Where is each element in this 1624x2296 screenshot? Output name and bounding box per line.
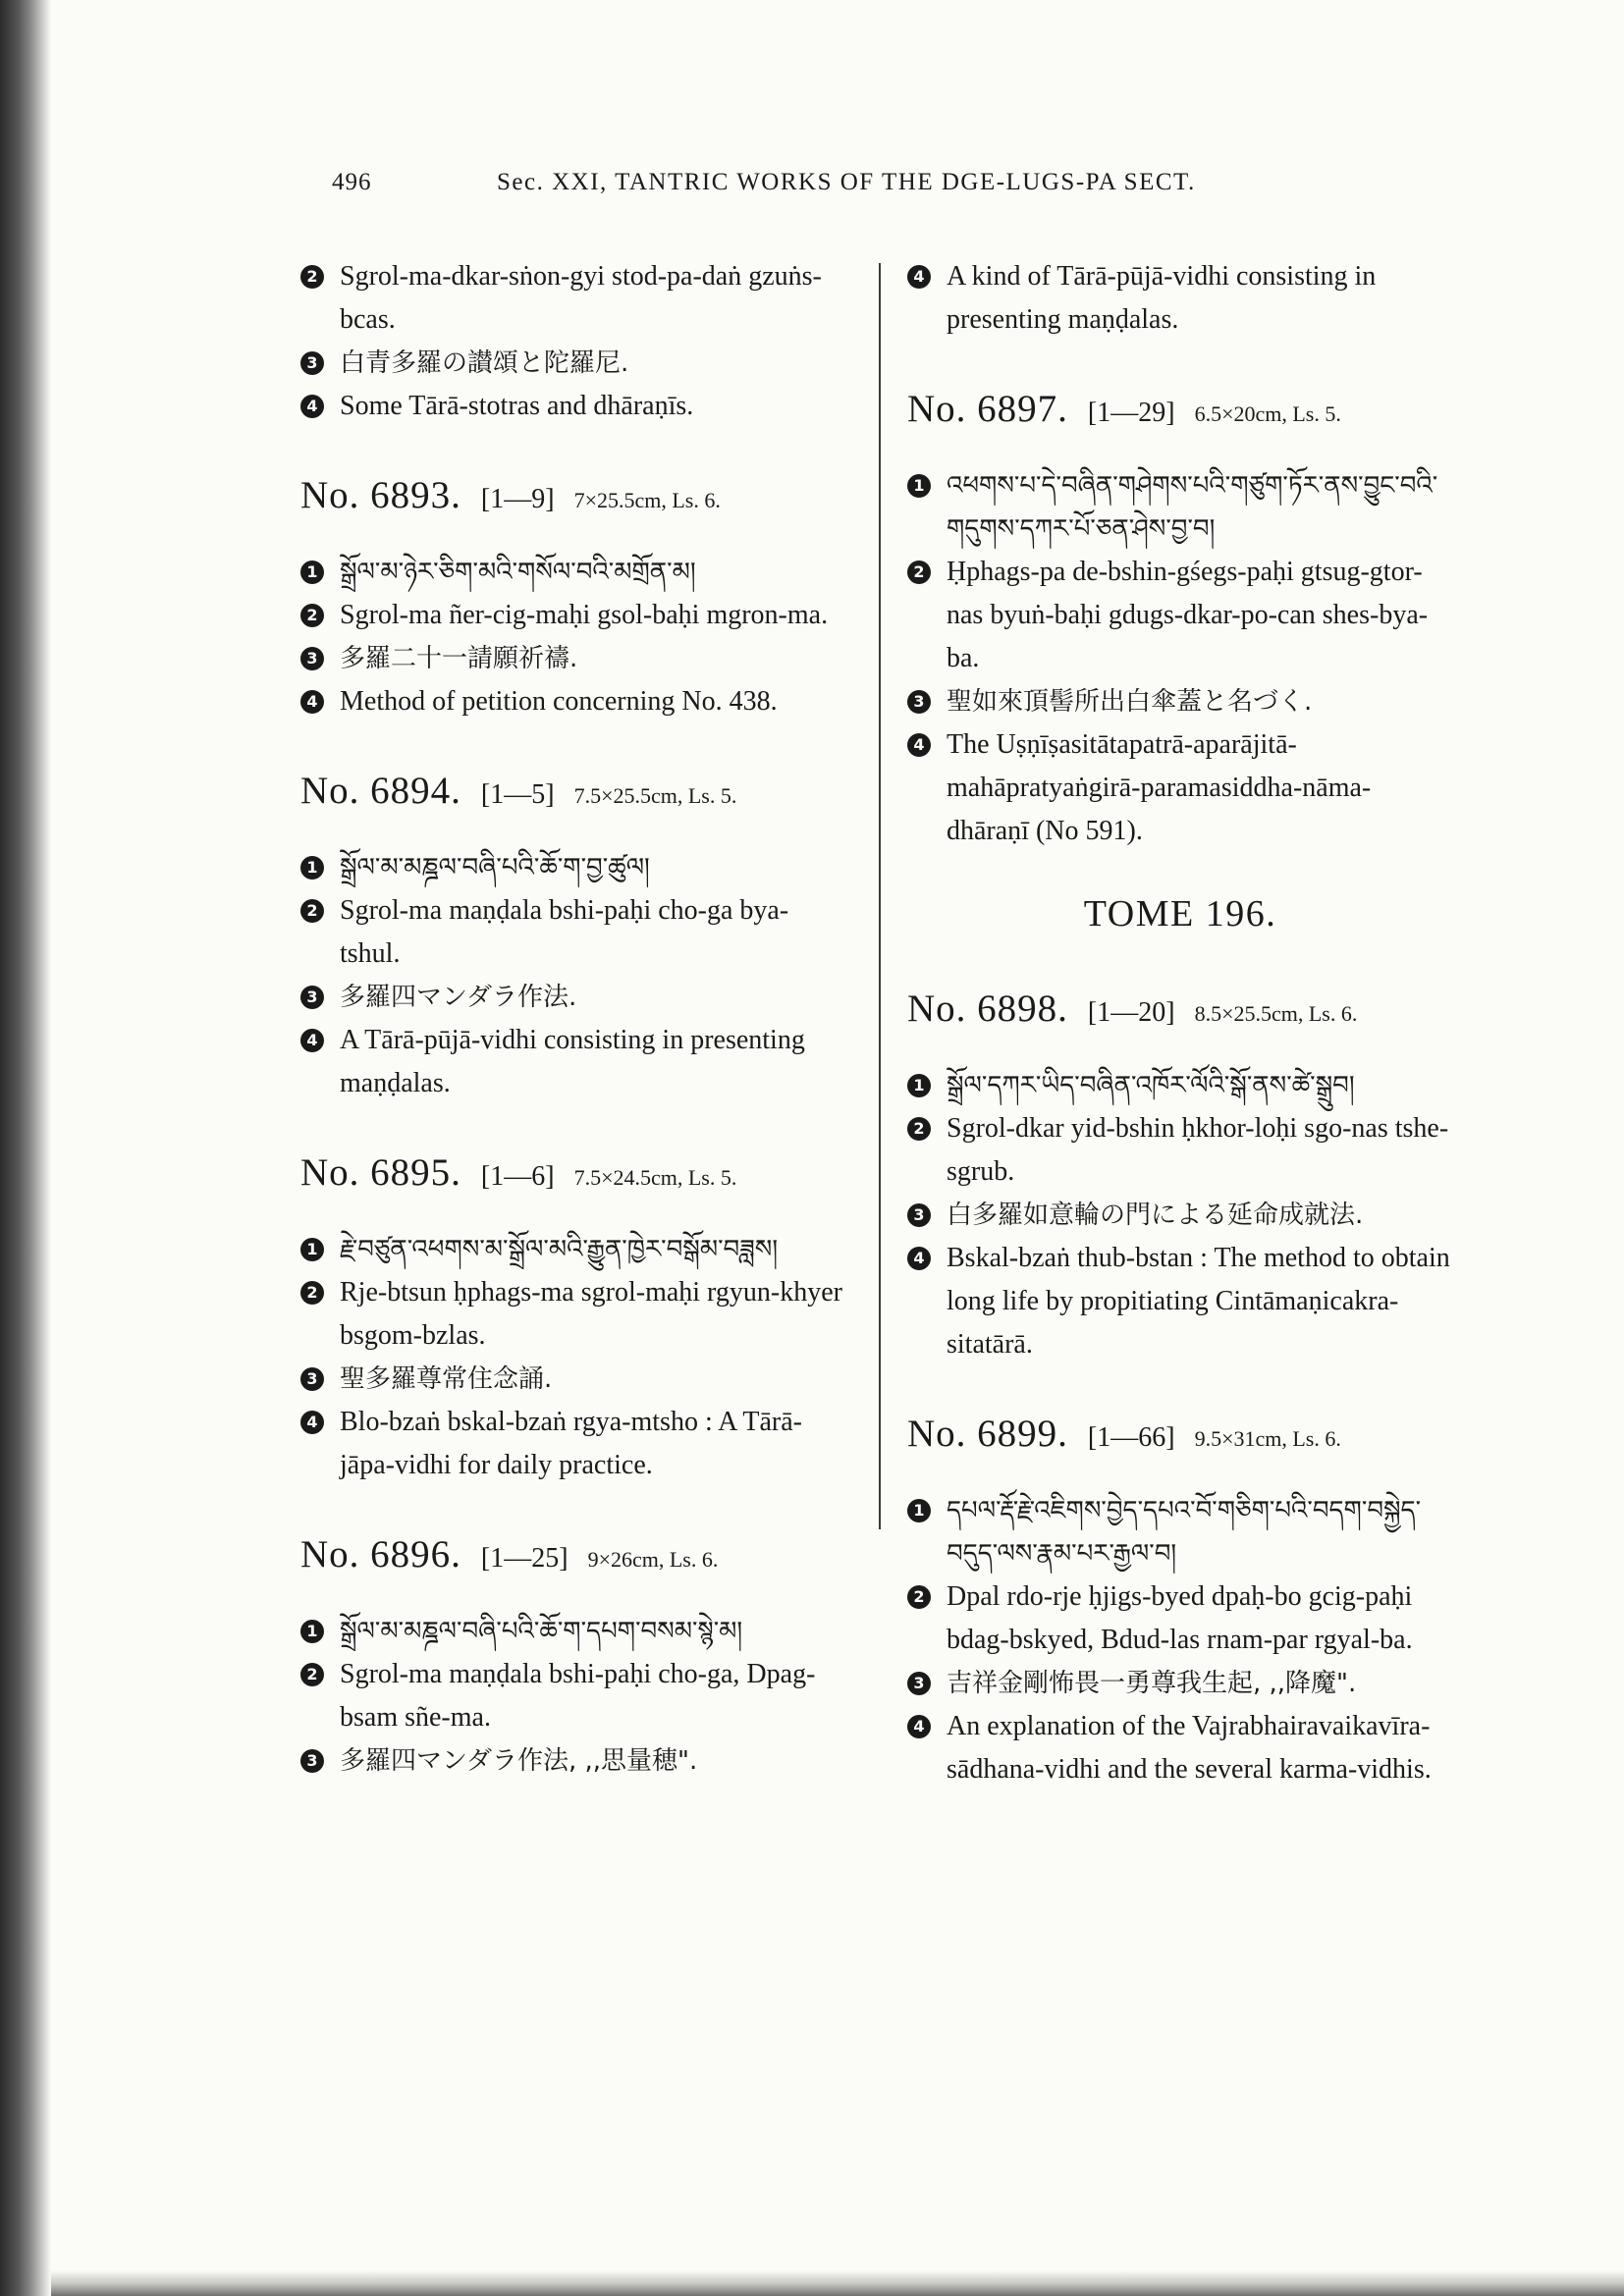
entry-item-tibetan: [907, 1064, 1453, 1107]
entry-item-latin: [907, 551, 1453, 680]
entry-item-text: A Tārā-pūjā-vidhi consisting in presenting maṇḍalas.: [340, 1025, 805, 1098]
entry-item-text: 吉祥金剛怖畏一勇尊我生起, ,,降魔".: [947, 1669, 1357, 1698]
entry-item-text: སྒྲོལ་མ་མཎྜལ་བཞི་པའི་ཆོ་ག་དཔག་བསམ་སྙེ་མ།: [340, 1617, 743, 1646]
entry-item-text: 聖多羅尊常住念誦.: [340, 1364, 553, 1394]
entry-item-tibetan: [907, 1489, 1453, 1575]
circled-number-icon: 2: [300, 265, 324, 289]
page-number: 496: [332, 169, 372, 195]
entry-item-latin: [907, 1237, 1453, 1366]
entry-item-text: An explanation of the Vajrabhairavaikavīra-sādhana-vidhi and the several karma-vidhis.: [947, 1711, 1432, 1785]
entry-item-jp: [907, 680, 1453, 723]
entry-header: [300, 769, 846, 813]
circled-number-icon: 2: [907, 561, 931, 584]
circled-number-icon: 2: [300, 1281, 324, 1305]
catalogue-entry: [907, 987, 1453, 1366]
entry-item-latin: [300, 385, 846, 428]
entry-folio-range: [1—25]: [480, 1543, 568, 1574]
entry-number: No. 6898.: [907, 988, 1068, 1030]
entry-number: No. 6893.: [300, 474, 461, 516]
circled-number-icon: 3: [907, 1672, 931, 1695]
circled-number-icon: 2: [907, 1585, 931, 1609]
entry-header: [907, 387, 1453, 431]
entry-item-latin: [300, 1653, 846, 1739]
entry-dimensions: 7.5×24.5cm, Ls. 5.: [573, 1165, 737, 1190]
entry-folio-range: [1—9]: [480, 484, 555, 514]
running-head: Sec. XXI, TANTRIC WORKS OF THE DGE-LUGS-PA SECT.: [497, 169, 1196, 195]
entry-item-text: Dpal rdo-rje ḥjigs-byed dpaḥ-bo gcig-paḥi bdag-bskyed, Bdud-las rnam-par rgyal-ba.: [947, 1581, 1413, 1655]
entry-folio-range: [1—6]: [480, 1161, 555, 1192]
entry-folio-range: [1—5]: [480, 779, 555, 810]
entry-item-tibetan: [300, 846, 846, 889]
circled-number-icon: 4: [907, 265, 931, 289]
circled-number-icon: 4: [907, 1247, 931, 1270]
entry-item-jp: [300, 976, 846, 1019]
entry-folio-range: [1—20]: [1087, 997, 1175, 1028]
entry-item-text: Some Tārā-stotras and dhāraṇīs.: [340, 391, 694, 421]
entry-item-tibetan: [300, 551, 846, 594]
entry-item-text: Sgrol-ma maṇḍala bshi-paḥi cho-ga bya-tshul.: [340, 895, 789, 969]
entry-number: No. 6894.: [300, 770, 461, 812]
entry-item-tibetan: [907, 464, 1453, 551]
entry-item-text: རྗེ་བཙུན་འཕགས་མ་སྒྲོལ་མའི་རྒྱུན་ཁྱེར་བསྒོམ་བཟླས།: [340, 1235, 779, 1264]
circled-number-icon: 4: [300, 1411, 324, 1434]
entry-item-text: Sgrol-ma maṇḍala bshi-paḥi cho-ga, Dpag-bsam sñe-ma.: [340, 1659, 816, 1733]
entry-header: [907, 987, 1453, 1031]
circled-number-icon: 4: [907, 733, 931, 757]
page-header: [332, 169, 1314, 208]
entry-item-text: Bskal-bzaṅ thub-bstan : The method to obtain long life by propitiating Cintāmaṇicakra-sitatārā.: [947, 1243, 1450, 1360]
entry-item-text: དཔལ་རྡོ་རྗེ་འཇིགས་བྱེད་དཔའ་བོ་གཅིག་པའི་བདག་བསྐྱེད་བདུད་ལས་རྣམ་པར་རྒྱལ་བ།: [947, 1496, 1422, 1569]
circled-number-icon: 2: [907, 1117, 931, 1141]
entry-item-latin: [300, 1401, 846, 1487]
entry-item-tibetan: [300, 1228, 846, 1271]
entry-number: No. 6899.: [907, 1413, 1068, 1455]
entry-item-text: Ḥphags-pa de-bshin-gśegs-paḥi gtsug-gtor-nas byuṅ-baḥi gdugs-dkar-po-can shes-bya-ba.: [947, 557, 1429, 673]
circled-number-icon: 1: [907, 474, 931, 498]
circled-number-icon: 3: [907, 690, 931, 714]
entry-item-text: A kind of Tārā-pūjā-vidhi consisting in presenting maṇḍalas.: [947, 261, 1377, 335]
entry-dimensions: 6.5×20cm, Ls. 5.: [1194, 401, 1341, 426]
entry-item-text: Blo-bzaṅ bskal-bzaṅ rgya-mtsho : A Tārā-jāpa-vidhi for daily practice.: [340, 1407, 802, 1480]
entry-dimensions: 9.5×31cm, Ls. 6.: [1194, 1426, 1341, 1451]
circled-number-icon: 1: [300, 856, 324, 880]
entry-item-text: Sgrol-dkar yid-bshin ḥkhor-loḥi sgo-nas tshe-sgrub.: [947, 1113, 1449, 1187]
catalogue-entry: [300, 255, 846, 428]
circled-number-icon: 1: [907, 1499, 931, 1522]
book-binding-edge: [0, 0, 51, 2296]
entry-item-latin: [907, 1107, 1453, 1194]
entry-item-text: Sgrol-ma-dkar-sṅon-gyi stod-pa-daṅ gzuṅs-bcas.: [340, 261, 822, 335]
entry-item-latin: [300, 889, 846, 976]
entry-item-text: 白多羅如意輪の門による延命成就法.: [947, 1201, 1364, 1230]
entry-item-latin: [300, 1271, 846, 1358]
page-bottom-edge: [51, 2270, 1624, 2296]
circled-number-icon: 1: [300, 1620, 324, 1643]
entry-item-jp: [300, 1739, 846, 1783]
left-column: [300, 255, 846, 1828]
entry-item-latin: [907, 1575, 1453, 1662]
entry-item-text: སྒྲོལ་མ་མཎྜལ་བཞི་པའི་ཆོ་ག་བྱ་ཚུལ།: [340, 853, 650, 882]
entry-item-jp: [300, 342, 846, 385]
entry-item-jp: [300, 1358, 846, 1401]
entry-item-jp: [300, 637, 846, 680]
circled-number-icon: 3: [300, 647, 324, 670]
entry-item-text: འཕགས་པ་དེ་བཞིན་གཤེགས་པའི་གཙུག་ཏོར་ནས་བྱུང་བའི་གདུགས་དཀར་པོ་ཅན་ཤེས་བྱ་བ།: [947, 471, 1438, 544]
catalogue-entry: [300, 769, 846, 1105]
entry-dimensions: 7×25.5cm, Ls. 6.: [573, 488, 721, 512]
circled-number-icon: 3: [300, 1749, 324, 1773]
circled-number-icon: 3: [300, 986, 324, 1009]
entry-item-latin: [300, 594, 846, 637]
catalogue-entry: [907, 387, 1453, 853]
entry-item-jp: [907, 1662, 1453, 1705]
circled-number-icon: 4: [300, 1029, 324, 1052]
circled-number-icon: 2: [300, 1663, 324, 1686]
circled-number-icon: 3: [300, 351, 324, 375]
entry-item-text: སྒྲོལ་དཀར་ཡིད་བཞིན་འཁོར་ལོའི་སྒོ་ནས་ཚེ་སྒྲུབ།: [947, 1071, 1355, 1100]
circled-number-icon: 3: [907, 1203, 931, 1227]
entry-number: No. 6897.: [907, 388, 1068, 430]
catalogue-entry: [907, 1412, 1453, 1791]
catalogue-entry: [300, 1532, 846, 1783]
circled-number-icon: 2: [300, 899, 324, 923]
column-divider: [879, 263, 881, 1529]
entry-header: [300, 1532, 846, 1576]
entry-dimensions: 7.5×25.5cm, Ls. 5.: [573, 783, 737, 808]
entry-number: No. 6895.: [300, 1151, 461, 1194]
entry-item-tibetan: [300, 1610, 846, 1653]
entry-item-latin: [300, 255, 846, 342]
entry-item-text: 聖如來頂髻所出白傘蓋と名づく.: [947, 687, 1313, 717]
entry-item-latin: [907, 1705, 1453, 1791]
entry-item-text: 多羅四マンダラ作法.: [340, 983, 577, 1012]
entry-item-text: 多羅四マンダラ作法, ,,思量穂".: [340, 1746, 698, 1776]
entry-item-text: 多羅二十一請願祈禱.: [340, 644, 578, 673]
entry-item-text: Rje-btsun ḥphags-ma sgrol-maḥi rgyun-khyer bsgom-bzlas.: [340, 1277, 842, 1351]
catalogue-entry: [300, 1150, 846, 1487]
circled-number-icon: 4: [907, 1715, 931, 1738]
entry-item-latin: [300, 1019, 846, 1105]
entry-item-text: The Uṣṇīṣasitātapatrā-aparājitā-mahāpratyaṅgirā-paramasiddha-nāma-dhāraṇī (No 591).: [947, 729, 1372, 846]
circled-number-icon: 1: [300, 561, 324, 584]
circled-number-icon: 2: [300, 604, 324, 627]
circled-number-icon: 3: [300, 1367, 324, 1391]
entry-item-latin: [907, 723, 1453, 853]
entry-item-text: སྒྲོལ་མ་ཉེར་ཅིག་མའི་གསོལ་བའི་མགྲོན་མ།: [340, 558, 696, 587]
catalogue-entry: [300, 473, 846, 723]
circled-number-icon: 4: [300, 690, 324, 714]
entry-item-latin: [300, 680, 846, 723]
entry-header: [907, 1412, 1453, 1456]
entry-header: [300, 473, 846, 517]
circled-number-icon: 1: [907, 1074, 931, 1097]
entry-item-text: Sgrol-ma ñer-cig-maḥi gsol-baḥi mgron-ma.: [340, 600, 829, 630]
entry-dimensions: 8.5×25.5cm, Ls. 6.: [1194, 1001, 1358, 1026]
circled-number-icon: 4: [300, 395, 324, 418]
entry-dimensions: 9×26cm, Ls. 6.: [587, 1547, 719, 1572]
entry-folio-range: [1—66]: [1087, 1422, 1175, 1453]
tome-heading: TOME 196.: [1083, 893, 1277, 934]
entry-item-text: 白青多羅の讃頌と陀羅尼.: [340, 348, 629, 378]
entry-header: [300, 1150, 846, 1195]
entry-folio-range: [1—29]: [1087, 398, 1175, 428]
entry-item-jp: [907, 1194, 1453, 1237]
circled-number-icon: 1: [300, 1238, 324, 1261]
entry-number: No. 6896.: [300, 1533, 461, 1575]
entry-item-latin: [907, 255, 1453, 342]
right-column: [907, 255, 1453, 1837]
catalogue-entry: [907, 255, 1453, 342]
entry-item-text: Method of petition concerning No. 438.: [340, 686, 778, 717]
